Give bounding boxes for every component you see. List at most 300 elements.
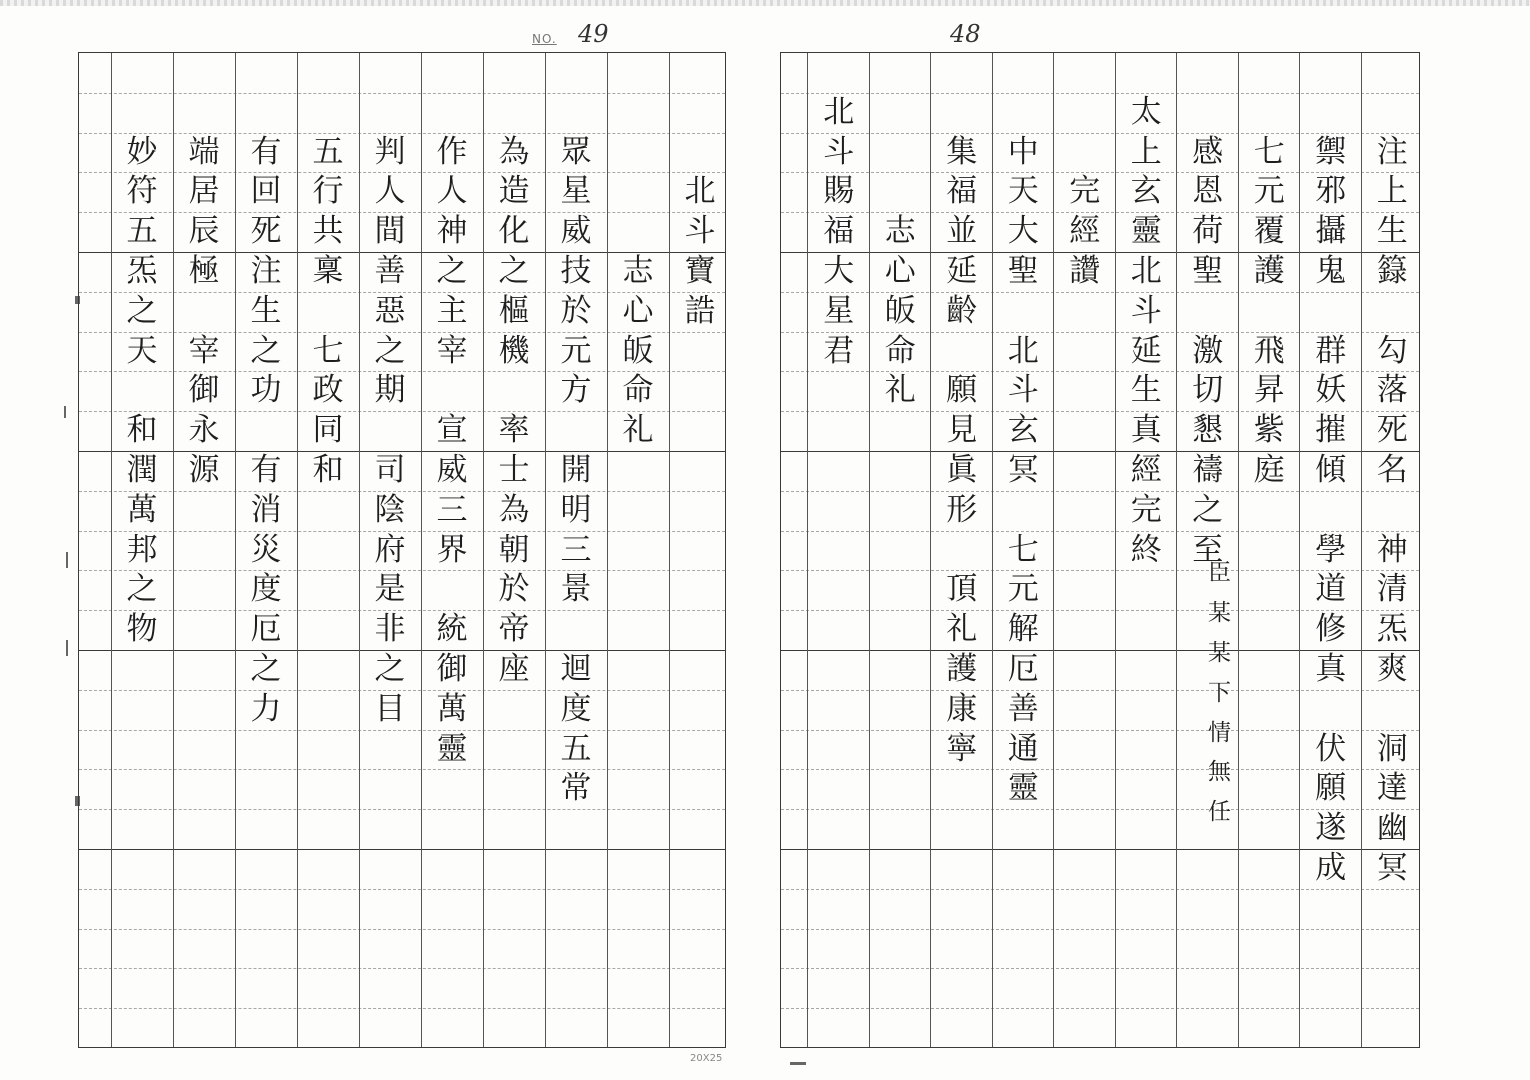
handwritten-character: 極 bbox=[188, 252, 220, 289]
handwritten-character: 技 bbox=[560, 252, 592, 289]
handwritten-character: 幽 bbox=[1376, 810, 1408, 847]
handwritten-character: 功 bbox=[250, 372, 282, 409]
handwritten-character: 星 bbox=[560, 173, 592, 210]
handwritten-character: 延 bbox=[1130, 332, 1162, 369]
handwritten-character bbox=[553, 411, 599, 451]
handwritten-character bbox=[1000, 491, 1046, 531]
handwritten-character: 惡 bbox=[374, 292, 406, 329]
handwritten-character: 道 bbox=[1315, 571, 1347, 608]
handwritten-character: 率 bbox=[498, 412, 530, 449]
handwritten-character: 間 bbox=[374, 213, 406, 250]
grid-row-line bbox=[79, 809, 725, 810]
handwritten-character: 樞 bbox=[498, 292, 530, 329]
grid-column-line bbox=[545, 53, 546, 1047]
handwritten-character: 主 bbox=[436, 292, 468, 329]
text-column bbox=[367, 133, 413, 730]
handwritten-character: 爽 bbox=[1376, 650, 1408, 687]
handwritten-character: 之 bbox=[436, 252, 468, 289]
handwritten-character: 注 bbox=[250, 252, 282, 289]
handwritten-character: 三 bbox=[436, 491, 468, 528]
handwritten-character: 度 bbox=[250, 571, 282, 608]
grid-column-line bbox=[669, 53, 670, 1047]
handwritten-character: 之 bbox=[1192, 491, 1224, 528]
grid-row-line bbox=[79, 730, 725, 731]
handwritten-character: 終 bbox=[1130, 531, 1162, 568]
grid-column-line bbox=[235, 53, 236, 1047]
handwritten-character bbox=[1185, 292, 1231, 332]
text-column bbox=[1185, 133, 1231, 571]
handwritten-character: 頂 bbox=[946, 571, 978, 608]
grid-column-line bbox=[992, 53, 993, 1047]
handwritten-character: 端 bbox=[188, 133, 220, 170]
grid-column-line bbox=[111, 53, 112, 1047]
handwritten-character: 為 bbox=[498, 491, 530, 528]
handwritten-character: 洞 bbox=[1376, 730, 1408, 767]
handwritten-character: 落 bbox=[1376, 372, 1408, 409]
handwritten-character: 皈 bbox=[622, 332, 654, 369]
handwritten-character: 誥 bbox=[684, 292, 716, 329]
handwritten-character: 五 bbox=[126, 213, 158, 250]
handwritten-character: 寧 bbox=[946, 730, 978, 767]
handwritten-character: 中 bbox=[1007, 133, 1039, 170]
handwritten-character: 靈 bbox=[436, 730, 468, 767]
handwritten-character: 力 bbox=[250, 690, 282, 727]
handwritten-character: 解 bbox=[1007, 611, 1039, 648]
handwritten-character bbox=[119, 371, 165, 411]
grid-row-line bbox=[79, 889, 725, 890]
handwritten-character: 方 bbox=[560, 372, 592, 409]
handwritten-character: 符 bbox=[126, 173, 158, 210]
right-page-number: 48 bbox=[950, 20, 981, 48]
handwritten-character: 萬 bbox=[126, 491, 158, 528]
handwritten-character: 有 bbox=[250, 451, 282, 488]
grid-row-line bbox=[781, 968, 1419, 969]
handwritten-character: 上 bbox=[1130, 133, 1162, 170]
grid-column-line bbox=[1299, 53, 1300, 1047]
handwritten-character: 護 bbox=[1253, 252, 1285, 289]
handwritten-character bbox=[1308, 690, 1354, 730]
text-column bbox=[877, 212, 923, 411]
text-column bbox=[939, 133, 985, 770]
left-manuscript-page bbox=[78, 52, 726, 1048]
handwritten-character: 修 bbox=[1315, 611, 1347, 648]
handwritten-character: 之 bbox=[250, 332, 282, 369]
handwritten-character: 禦 bbox=[1315, 133, 1347, 170]
grid-row-line bbox=[79, 1008, 725, 1009]
no-label: NO. bbox=[532, 32, 557, 46]
handwritten-character: 康 bbox=[946, 690, 978, 727]
handwritten-character: 辰 bbox=[188, 213, 220, 250]
handwritten-character: 是 bbox=[374, 571, 406, 608]
handwritten-character: 五 bbox=[312, 133, 344, 170]
handwritten-character: 靈 bbox=[1130, 213, 1162, 250]
handwritten-character: 心 bbox=[884, 252, 916, 289]
text-column bbox=[1197, 554, 1243, 833]
handwritten-character: 之 bbox=[374, 332, 406, 369]
handwritten-character: 陰 bbox=[374, 491, 406, 528]
text-column bbox=[305, 133, 351, 491]
handwritten-character: 化 bbox=[498, 213, 530, 250]
handwritten-character: 非 bbox=[374, 611, 406, 648]
handwritten-character: 生 bbox=[1376, 213, 1408, 250]
grid-column-line bbox=[807, 53, 808, 1047]
grid-column-line bbox=[359, 53, 360, 1047]
text-column bbox=[1062, 172, 1108, 291]
handwritten-character: 至 bbox=[1192, 531, 1224, 568]
handwritten-character: 期 bbox=[374, 372, 406, 409]
handwritten-character: 死 bbox=[1376, 412, 1408, 449]
handwritten-character: 明 bbox=[560, 491, 592, 528]
handwritten-character: 斗 bbox=[1130, 292, 1162, 329]
handwritten-character: 某 bbox=[1208, 640, 1232, 667]
handwritten-character: 五 bbox=[560, 730, 592, 767]
binding-mark bbox=[66, 552, 68, 568]
grid-column-line bbox=[1238, 53, 1239, 1047]
handwritten-character: 福 bbox=[946, 173, 978, 210]
handwritten-character: 遂 bbox=[1315, 810, 1347, 847]
handwritten-character: 心 bbox=[622, 292, 654, 329]
handwritten-character: 飛 bbox=[1253, 332, 1285, 369]
handwritten-character bbox=[305, 292, 351, 332]
handwritten-character: 七 bbox=[1007, 531, 1039, 568]
handwritten-character: 激 bbox=[1192, 332, 1224, 369]
grid-column-line bbox=[1361, 53, 1362, 1047]
handwritten-character: 願 bbox=[946, 372, 978, 409]
handwritten-character bbox=[1308, 491, 1354, 531]
handwritten-character: 某 bbox=[1208, 600, 1232, 627]
handwritten-character: 完 bbox=[1130, 491, 1162, 528]
handwritten-character: 星 bbox=[823, 292, 855, 329]
text-column bbox=[181, 133, 227, 491]
handwritten-character: 七 bbox=[312, 332, 344, 369]
handwritten-character: 庭 bbox=[1253, 451, 1285, 488]
handwritten-character: 邪 bbox=[1315, 173, 1347, 210]
handwritten-character: 厄 bbox=[250, 611, 282, 648]
handwritten-character: 判 bbox=[374, 133, 406, 170]
text-column bbox=[816, 93, 862, 372]
handwritten-character: 太 bbox=[1130, 93, 1162, 130]
handwritten-character: 覆 bbox=[1253, 213, 1285, 250]
handwritten-character: 善 bbox=[374, 252, 406, 289]
handwritten-character: 和 bbox=[126, 412, 158, 449]
handwritten-character: 北 bbox=[684, 173, 716, 210]
right-manuscript-page bbox=[780, 52, 1420, 1048]
handwritten-character bbox=[429, 570, 475, 610]
handwritten-character: 達 bbox=[1376, 770, 1408, 807]
handwritten-character: 命 bbox=[884, 332, 916, 369]
handwritten-character: 鬼 bbox=[1315, 252, 1347, 289]
handwritten-character: 聖 bbox=[1192, 252, 1224, 289]
grid-column-line bbox=[607, 53, 608, 1047]
handwritten-character: 大 bbox=[823, 252, 855, 289]
handwritten-character: 攝 bbox=[1315, 213, 1347, 250]
handwritten-character: 玄 bbox=[1130, 173, 1162, 210]
handwritten-character: 永 bbox=[188, 412, 220, 449]
handwritten-character: 宰 bbox=[436, 332, 468, 369]
text-column bbox=[677, 172, 723, 331]
text-column bbox=[491, 133, 537, 690]
grid-row-line bbox=[781, 93, 1419, 94]
grid-row-line bbox=[79, 929, 725, 930]
handwritten-character: 天 bbox=[1007, 173, 1039, 210]
handwritten-character: 死 bbox=[250, 213, 282, 250]
handwritten-character: 荷 bbox=[1192, 213, 1224, 250]
handwritten-character bbox=[429, 371, 475, 411]
handwritten-character: 神 bbox=[1376, 531, 1408, 568]
handwritten-character bbox=[939, 332, 985, 372]
handwritten-character: 宰 bbox=[188, 332, 220, 369]
grid-row-line bbox=[79, 769, 725, 770]
handwritten-character: 物 bbox=[126, 611, 158, 648]
grid-row-line bbox=[79, 968, 725, 969]
grid-code: 20X25 bbox=[690, 1053, 723, 1064]
handwritten-character: 礼 bbox=[884, 372, 916, 409]
text-column bbox=[1123, 93, 1169, 571]
handwritten-character: 礼 bbox=[622, 412, 654, 449]
handwritten-character: 妖 bbox=[1315, 372, 1347, 409]
handwritten-character: 勾 bbox=[1376, 332, 1408, 369]
handwritten-character: 形 bbox=[946, 491, 978, 528]
handwritten-character bbox=[1246, 292, 1292, 332]
handwritten-character: 同 bbox=[312, 412, 344, 449]
handwritten-character: 之 bbox=[126, 292, 158, 329]
grid-column-line bbox=[297, 53, 298, 1047]
handwritten-character bbox=[367, 411, 413, 451]
grid-row-line bbox=[79, 93, 725, 94]
handwritten-character: 感 bbox=[1192, 133, 1224, 170]
grid-column-line bbox=[930, 53, 931, 1047]
handwritten-character: 籙 bbox=[1376, 252, 1408, 289]
grid-row-line bbox=[781, 889, 1419, 890]
handwritten-character: 人 bbox=[436, 173, 468, 210]
handwritten-character: 昇 bbox=[1253, 372, 1285, 409]
text-column bbox=[119, 133, 165, 650]
grid-column-line bbox=[173, 53, 174, 1047]
handwritten-character: 斗 bbox=[1007, 372, 1039, 409]
handwritten-character: 命 bbox=[622, 372, 654, 409]
handwritten-character: 賜 bbox=[823, 173, 855, 210]
handwritten-character: 注 bbox=[1376, 133, 1408, 170]
left-page-number: 49 bbox=[578, 20, 609, 48]
handwritten-character: 清 bbox=[1376, 571, 1408, 608]
handwritten-character: 回 bbox=[250, 173, 282, 210]
handwritten-character bbox=[553, 610, 599, 650]
text-column bbox=[615, 252, 661, 451]
grid-column-line bbox=[483, 53, 484, 1047]
handwritten-character: 志 bbox=[884, 213, 916, 250]
handwritten-character: 真 bbox=[1130, 412, 1162, 449]
text-column bbox=[553, 133, 599, 810]
handwritten-character bbox=[491, 371, 537, 411]
grid-row-line bbox=[79, 849, 725, 850]
handwritten-character: 並 bbox=[946, 213, 978, 250]
handwritten-character: 之 bbox=[126, 571, 158, 608]
handwritten-character: 御 bbox=[188, 372, 220, 409]
handwritten-character: 元 bbox=[1253, 173, 1285, 210]
handwritten-character: 厄 bbox=[1007, 650, 1039, 687]
handwritten-character: 司 bbox=[374, 451, 406, 488]
handwritten-character: 成 bbox=[1315, 849, 1347, 886]
grid-column-line bbox=[869, 53, 870, 1047]
handwritten-character: 傾 bbox=[1315, 451, 1347, 488]
handwritten-character: 炁 bbox=[126, 252, 158, 289]
handwritten-character: 三 bbox=[560, 531, 592, 568]
handwritten-character: 天 bbox=[126, 332, 158, 369]
handwritten-character: 學 bbox=[1315, 531, 1347, 568]
handwritten-character: 冥 bbox=[1007, 451, 1039, 488]
handwritten-character: 任 bbox=[1208, 799, 1232, 826]
binding-mark bbox=[790, 1062, 806, 1065]
handwritten-character: 君 bbox=[823, 332, 855, 369]
handwritten-character: 稟 bbox=[312, 252, 344, 289]
handwritten-character: 統 bbox=[436, 611, 468, 648]
handwritten-character: 志 bbox=[622, 253, 654, 289]
handwritten-character: 名 bbox=[1376, 451, 1408, 488]
handwritten-character: 真 bbox=[1315, 650, 1347, 687]
handwritten-character bbox=[939, 531, 985, 571]
handwritten-character: 經 bbox=[1069, 213, 1101, 250]
handwritten-character: 萬 bbox=[436, 690, 468, 727]
handwritten-character: 群 bbox=[1315, 332, 1347, 369]
handwritten-character: 迴 bbox=[560, 650, 592, 687]
handwritten-character: 之 bbox=[250, 650, 282, 687]
grid-column-line bbox=[421, 53, 422, 1047]
handwritten-character: 大 bbox=[1007, 213, 1039, 250]
binding-mark bbox=[66, 640, 68, 656]
handwritten-character: 懇 bbox=[1192, 412, 1224, 449]
handwritten-character: 礼 bbox=[946, 611, 978, 648]
handwritten-character: 福 bbox=[823, 213, 855, 250]
handwritten-character: 元 bbox=[560, 332, 592, 369]
text-column bbox=[1308, 133, 1354, 889]
text-column bbox=[1000, 133, 1046, 810]
handwritten-character: 完 bbox=[1069, 173, 1101, 210]
handwritten-character: 願 bbox=[1315, 770, 1347, 807]
handwritten-character: 居 bbox=[188, 173, 220, 210]
handwritten-character: 齡 bbox=[946, 292, 978, 329]
handwritten-character: 為 bbox=[498, 133, 530, 170]
handwritten-character: 神 bbox=[436, 213, 468, 250]
handwritten-character: 宣 bbox=[436, 412, 468, 449]
handwritten-character: 北 bbox=[823, 93, 855, 130]
handwritten-character: 北 bbox=[1007, 332, 1039, 369]
handwritten-character: 人 bbox=[374, 173, 406, 210]
handwritten-character: 行 bbox=[312, 173, 344, 210]
handwritten-character: 邦 bbox=[126, 531, 158, 568]
grid-row-line bbox=[781, 1008, 1419, 1009]
text-column bbox=[243, 133, 289, 730]
handwritten-character: 無 bbox=[1208, 759, 1232, 786]
handwritten-character: 作 bbox=[436, 133, 468, 170]
handwritten-character: 禱 bbox=[1192, 451, 1224, 488]
handwritten-character: 眞 bbox=[946, 451, 978, 488]
handwritten-character: 造 bbox=[498, 173, 530, 210]
handwritten-character: 御 bbox=[436, 650, 468, 687]
handwritten-character: 妙 bbox=[126, 133, 158, 170]
handwritten-character: 於 bbox=[498, 571, 530, 608]
scan-edge bbox=[0, 0, 1530, 6]
handwritten-character: 潤 bbox=[126, 451, 158, 488]
handwritten-character: 災 bbox=[250, 531, 282, 568]
handwritten-character: 恩 bbox=[1192, 173, 1224, 210]
grid-column-line bbox=[1053, 53, 1054, 1047]
handwritten-character: 寶 bbox=[684, 252, 716, 289]
handwritten-character: 常 bbox=[560, 770, 592, 807]
handwritten-character: 界 bbox=[436, 531, 468, 568]
text-column bbox=[429, 133, 475, 770]
handwritten-character: 摧 bbox=[1315, 412, 1347, 449]
handwritten-character: 士 bbox=[498, 451, 530, 488]
handwritten-character: 七 bbox=[1253, 133, 1285, 170]
handwritten-character: 座 bbox=[498, 650, 530, 687]
grid-column-line bbox=[1115, 53, 1116, 1047]
handwritten-character: 通 bbox=[1007, 730, 1039, 767]
handwritten-character: 朝 bbox=[498, 531, 530, 568]
handwritten-character: 情 bbox=[1208, 719, 1232, 746]
handwritten-character bbox=[1000, 292, 1046, 332]
handwritten-character: 冥 bbox=[1376, 849, 1408, 886]
grid-row-line bbox=[781, 929, 1419, 930]
handwritten-character: 延 bbox=[946, 252, 978, 289]
handwritten-character: 之 bbox=[374, 650, 406, 687]
handwritten-character: 之 bbox=[498, 252, 530, 289]
handwritten-character: 眾 bbox=[560, 133, 592, 170]
handwritten-character: 政 bbox=[312, 372, 344, 409]
handwritten-character: 讚 bbox=[1069, 252, 1101, 289]
handwritten-character: 臣 bbox=[1208, 560, 1232, 587]
handwritten-character: 威 bbox=[436, 451, 468, 488]
grid-column-line bbox=[1176, 53, 1177, 1047]
handwritten-character: 經 bbox=[1130, 451, 1162, 488]
handwritten-character: 機 bbox=[498, 332, 530, 369]
handwritten-character: 府 bbox=[374, 531, 406, 568]
handwritten-character: 帝 bbox=[498, 611, 530, 648]
handwritten-character bbox=[181, 292, 227, 332]
handwritten-character: 善 bbox=[1007, 690, 1039, 727]
handwritten-character: 目 bbox=[374, 690, 406, 727]
handwritten-character: 護 bbox=[946, 650, 978, 687]
handwritten-character: 共 bbox=[312, 213, 344, 250]
handwritten-character bbox=[1369, 292, 1415, 332]
handwritten-character bbox=[243, 411, 289, 451]
handwritten-character: 有 bbox=[250, 133, 282, 170]
handwritten-character: 聖 bbox=[1007, 252, 1039, 289]
handwritten-character: 開 bbox=[560, 451, 592, 488]
handwritten-character: 下 bbox=[1208, 679, 1232, 706]
handwritten-character: 集 bbox=[946, 133, 978, 170]
handwritten-character: 威 bbox=[560, 213, 592, 250]
handwritten-character bbox=[1369, 690, 1415, 730]
handwritten-character: 北 bbox=[1130, 252, 1162, 289]
handwritten-character: 上 bbox=[1376, 173, 1408, 210]
handwritten-character: 生 bbox=[1130, 372, 1162, 409]
handwritten-character: 生 bbox=[250, 292, 282, 329]
handwritten-character: 紫 bbox=[1253, 412, 1285, 449]
handwritten-character: 皈 bbox=[884, 292, 916, 329]
text-column bbox=[1369, 133, 1415, 889]
handwritten-character: 元 bbox=[1007, 571, 1039, 608]
handwritten-character: 炁 bbox=[1376, 611, 1408, 648]
handwritten-character: 伏 bbox=[1315, 730, 1347, 767]
handwritten-character: 切 bbox=[1192, 372, 1224, 409]
handwritten-character: 和 bbox=[312, 451, 344, 488]
handwritten-character: 斗 bbox=[823, 133, 855, 170]
handwritten-character bbox=[1308, 292, 1354, 332]
handwritten-character: 景 bbox=[560, 571, 592, 608]
handwritten-character: 於 bbox=[560, 292, 592, 329]
handwritten-character: 見 bbox=[946, 412, 978, 449]
handwritten-character: 斗 bbox=[684, 213, 716, 250]
